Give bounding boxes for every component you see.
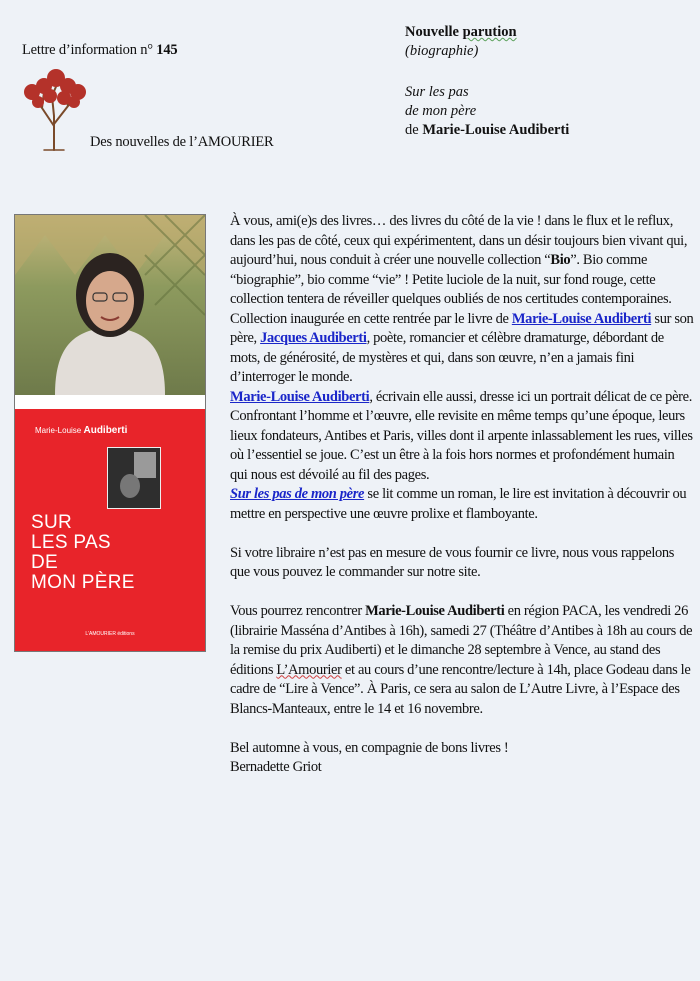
- events-paragraph: [230, 602, 695, 719]
- events-text-b: et au cours d’une rencontre/lecture à 14h, place Godeau dans le cadre de “Lire à Vence”. À Paris, ce sera au salon de L’Autre Livre, à l’Espace des Blancs-Manteaux, entre le 14 et 16 novembre.: [230, 661, 691, 717]
- author-link-2[interactable]: Marie-Louise Audiberti: [230, 388, 370, 405]
- cover-author-last: Audiberti: [83, 425, 128, 436]
- spacer: [230, 719, 695, 739]
- events-author-name: Marie-Louise Audiberti: [365, 603, 505, 619]
- spacer: [230, 524, 695, 544]
- intro-text-end: ”. Bio comme “biographie”, bio comme “vie” ! Petite luciole de la nuit, sur fond rouge, cette collection tentera de réveiller quelques oubliés de nos certitudes contemporaines.: [230, 252, 672, 307]
- publication-author-name: Marie-Louise Audiberti: [422, 122, 570, 138]
- publication-genre: (biographie): [405, 43, 479, 59]
- cover-title-line: MON PÈRE: [31, 572, 135, 593]
- newsletter-number-value: 145: [156, 42, 178, 58]
- book-paragraph: [230, 485, 695, 524]
- spacer: [230, 583, 695, 603]
- publication-book-title-line1: Sur les pas: [405, 84, 469, 100]
- publication-author: [405, 122, 569, 139]
- collection-text-end: , poète, romancier et célèbre dramaturge, débordant de mots, de générosité, de mystères et qui, dans son œuvre, n’en a jamais fini d’interroger le monde.: [230, 330, 664, 385]
- publication-author-prefix: de: [405, 122, 423, 138]
- intro-text: À vous, ami(e)s des livres… des livres du côté de la vie ! dans le flux et le reflux, dans les pas de côté, ceux qui expérimentent, dans un désir toujours bien vivant qui, aujourd’hui, nous conduit à créer une nouvelle collection “: [230, 213, 688, 268]
- jacques-audiberti-link[interactable]: Jacques Audiberti: [260, 330, 367, 346]
- cover-white-band: [15, 395, 205, 409]
- cover-author: [35, 425, 127, 436]
- cover-title-line: SUR: [31, 512, 73, 533]
- events-text-a: en région PACA, les vendredi 26 (librairie Masséna d’Antibes à 16h), samedi 27 (Théâtre d’Antibes à 18h au cours de la remise du prix Audiberti) et le dimanche 28 septembre à Vence, au stand des éditions: [230, 603, 693, 678]
- cover-author-first: Marie-Louise: [35, 426, 82, 435]
- book-cover: [14, 214, 206, 652]
- cover-title: [31, 513, 135, 593]
- newsletter-prefix: Lettre d’information n°: [22, 42, 153, 58]
- cover-inset-photo: [107, 447, 161, 509]
- author-portrait-icon: [15, 215, 205, 395]
- newsletter-subtitle: Des nouvelles de l’AMOURIER: [90, 134, 274, 150]
- collection-paragraph: [230, 310, 695, 388]
- newsletter-number: [22, 42, 177, 59]
- events-text: Vous pourrez rencontrer: [230, 603, 366, 619]
- book-title-link[interactable]: Sur les pas de mon père: [230, 486, 365, 502]
- inset-image-icon: [108, 448, 160, 508]
- article-body: [230, 212, 695, 778]
- intro-paragraph: [230, 212, 695, 310]
- signature: Bernadette Griot: [230, 759, 322, 775]
- cover-title-line: LES PAS: [31, 532, 111, 553]
- portrait-paragraph: [230, 388, 695, 486]
- cover-publisher: L’AMOURIER éditions: [85, 631, 135, 637]
- author-photo: [15, 215, 205, 395]
- publication-heading-part2: parution: [462, 24, 517, 40]
- author-link[interactable]: Marie-Louise Audiberti: [511, 310, 652, 327]
- events-publisher: L’Amourier: [276, 661, 342, 678]
- collection-text-mid: sur son père,: [230, 310, 694, 346]
- publication-heading: [405, 24, 517, 41]
- bio-keyword: Bio: [550, 252, 571, 268]
- portrait-text: , écrivain elle aussi, dresse ici un portrait délicat de ce père. Confrontant l’homme et l’œuvre, elle revisite en même temps qu’une époque, leurs lieux fondateurs, Antibes et Paris, villes dont il arpente inlassablement les rues, villes où l’essentiel se joue. C’est un être à la fois hors normes et profondément humain qui nous est dévoilé au fil des pages.: [230, 388, 693, 483]
- tree-logo-icon: [18, 66, 90, 152]
- publication-book-title-line2: de mon père: [405, 103, 477, 119]
- cover-title-line: DE: [31, 552, 58, 573]
- closing-line: Bel automne à vous, en compagnie de bons livres !: [230, 739, 509, 756]
- order-paragraph: Si votre libraire n’est pas en mesure de vous fournir ce livre, nous vous rappelons que vous pouvez le commander sur notre site.: [230, 544, 675, 580]
- book-text: se lit comme un roman, le lire est invitation à découvrir ou mettre en perspective une œuvre prolixe et flamboyante.: [230, 486, 687, 522]
- collection-text: Collection inaugurée en cette rentrée par le livre de: [230, 310, 512, 327]
- publication-heading-part1: Nouvelle: [405, 24, 463, 40]
